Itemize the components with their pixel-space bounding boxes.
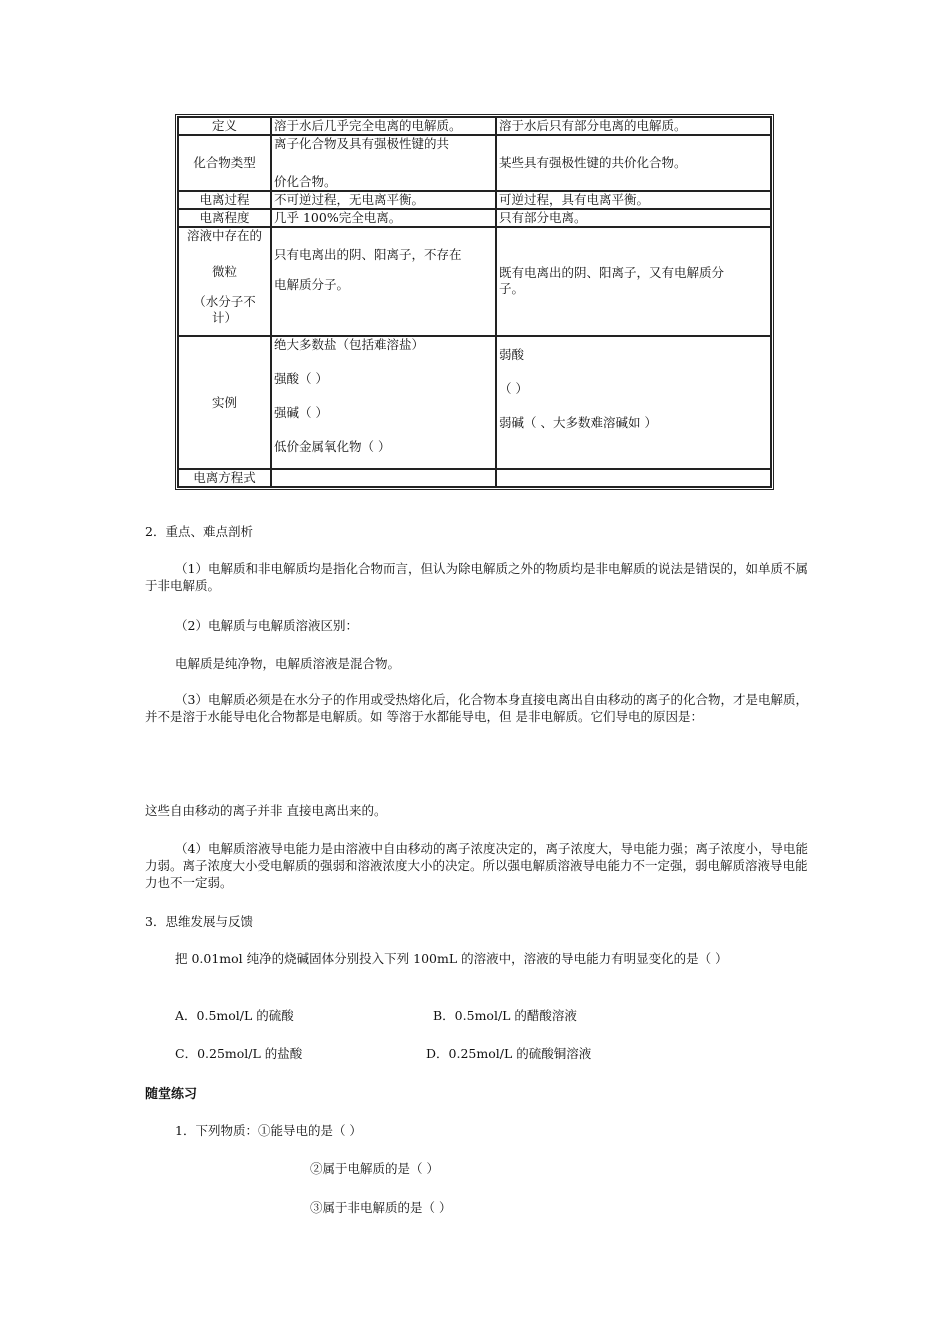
cell-line: 强酸（ ） bbox=[274, 371, 328, 386]
cell-line: 只有电离出的阴、阳离子，不存在 bbox=[274, 247, 462, 262]
row-header-line: 计） bbox=[211, 310, 237, 325]
weak-electrolyte-cell bbox=[496, 209, 771, 227]
weak-electrolyte-cell bbox=[496, 227, 771, 336]
cell-line: 只有部分电离。 bbox=[499, 210, 587, 225]
cell-line: 弱碱（ 、大多数难溶碱如 ） bbox=[499, 415, 657, 430]
cell-line: 可逆过程，具有电离平衡。 bbox=[499, 192, 650, 207]
strong-electrolyte-cell bbox=[271, 227, 496, 336]
section-heading: 3．思维发展与反馈 bbox=[145, 914, 253, 929]
table-row bbox=[178, 336, 771, 469]
row-header: 化合物类型 bbox=[178, 135, 271, 191]
row-header-line: 微粒 bbox=[211, 264, 237, 279]
cell-line: 子。 bbox=[499, 281, 525, 296]
cell-line: 几乎 100%完全电离。 bbox=[274, 210, 402, 225]
cell-line: 强碱（ ） bbox=[274, 405, 328, 420]
weak-electrolyte-cell bbox=[496, 191, 771, 209]
row-header-line: 溶液中存在的 bbox=[186, 228, 262, 243]
cell-line: 溶于水后只有部分电离的电解质。 bbox=[499, 118, 687, 133]
cell-line: 电解质分子。 bbox=[274, 277, 350, 292]
practice-heading: 随堂练习 bbox=[145, 1087, 198, 1102]
paragraph: 电解质是纯净物，电解质溶液是混合物。 bbox=[175, 656, 401, 671]
section-heading: 2．重点、难点剖析 bbox=[145, 524, 253, 539]
weak-electrolyte-cell bbox=[496, 469, 771, 487]
row-header: 电离过程 bbox=[178, 191, 271, 209]
practice-question: ③属于非电解质的是（ ） bbox=[310, 1200, 452, 1215]
table-row bbox=[178, 135, 771, 191]
row-header: 电离方程式 bbox=[178, 469, 271, 487]
weak-electrolyte-cell bbox=[496, 117, 771, 135]
cell-line: 绝大多数盐（包括难溶盐） bbox=[274, 337, 425, 352]
option-b: B．0.5mol/L 的醋酸溶液 bbox=[433, 1008, 577, 1023]
paragraph: （1）电解质和非电解质均是指化合物而言，但认为除电解质之外的物质均是非电解质的说法是错误的，如单质不属于非电解质。 bbox=[145, 561, 808, 593]
cell-line: 低价金属氧化物（ ） bbox=[274, 439, 391, 454]
option-d: D．0.25mol/L 的硫酸铜溶液 bbox=[426, 1046, 592, 1061]
practice-question: 1．下列物质：①能导电的是（ ） bbox=[175, 1123, 362, 1138]
strong-electrolyte-cell bbox=[271, 135, 496, 191]
comparison-table bbox=[175, 114, 774, 490]
option-a: A．0.5mol/L 的硫酸 bbox=[175, 1008, 294, 1023]
table-row bbox=[178, 117, 771, 135]
cell-line bbox=[274, 470, 493, 486]
paragraph: （2）电解质与电解质溶液区别： bbox=[175, 618, 358, 633]
cell-line: 不可逆过程，无电离平衡。 bbox=[274, 192, 425, 207]
row-header: 电离程度 bbox=[178, 209, 271, 227]
cell-line: 某些具有强极性键的共价化合物。 bbox=[499, 155, 687, 170]
row-header: 定义 bbox=[178, 117, 271, 135]
weak-electrolyte-cell bbox=[496, 135, 771, 191]
paragraph: （4）电解质溶液导电能力是由溶液中自由移动的离子浓度决定的，离子浓度大，导电能力强；离子浓度小，导电能力弱。离子浓度大小受电解质的强弱和溶液浓度大小的决定。所以强电解质溶液导电能力不一定强，弱电解质溶液导电能力也不一定弱。 bbox=[145, 841, 808, 890]
strong-electrolyte-cell bbox=[271, 209, 496, 227]
cell-line bbox=[499, 470, 768, 486]
weak-electrolyte-cell bbox=[496, 336, 771, 469]
question-text: 把 0.01mol 纯净的烧碱固体分别投入下列 100mL 的溶液中，溶液的导电能力有明显变化的是（ ） bbox=[175, 951, 728, 966]
strong-electrolyte-cell bbox=[271, 117, 496, 135]
cell-line: 离子化合物及具有强极性键的共 bbox=[274, 136, 450, 151]
table-row bbox=[178, 227, 771, 336]
option-c: C．0.25mol/L 的盐酸 bbox=[175, 1046, 303, 1061]
cell-line: 溶于水后几乎完全电离的电解质。 bbox=[274, 118, 462, 133]
table-row bbox=[178, 209, 771, 227]
cell-line: （ ） bbox=[499, 381, 528, 396]
strong-electrolyte-cell bbox=[271, 191, 496, 209]
table-row bbox=[178, 191, 771, 209]
practice-question: ②属于电解质的是（ ） bbox=[310, 1161, 439, 1176]
paragraph: （3）电解质必须是在水分子的作用或受热熔化后，化合物本身直接电离出自由移动的离子的化合物，才是电解质，并不是溶于水能导电化合物都是电解质。如 等溶于水都能导电，但 是非电解质。它们导电的原因是： bbox=[145, 692, 808, 724]
cell-line: 既有电离出的阴、阳离子，又有电解质分 bbox=[499, 265, 725, 280]
table-row bbox=[178, 469, 771, 487]
cell-line: 价化合物。 bbox=[274, 174, 337, 189]
row-header bbox=[178, 227, 271, 336]
row-header: 实例 bbox=[178, 336, 271, 469]
strong-electrolyte-cell bbox=[271, 336, 496, 469]
cell-line: 弱酸 bbox=[499, 347, 525, 362]
paragraph: 这些自由移动的离子并非 直接电离出来的。 bbox=[145, 803, 387, 818]
row-header-line: （水分子不 bbox=[193, 294, 256, 309]
strong-electrolyte-cell bbox=[271, 469, 496, 487]
